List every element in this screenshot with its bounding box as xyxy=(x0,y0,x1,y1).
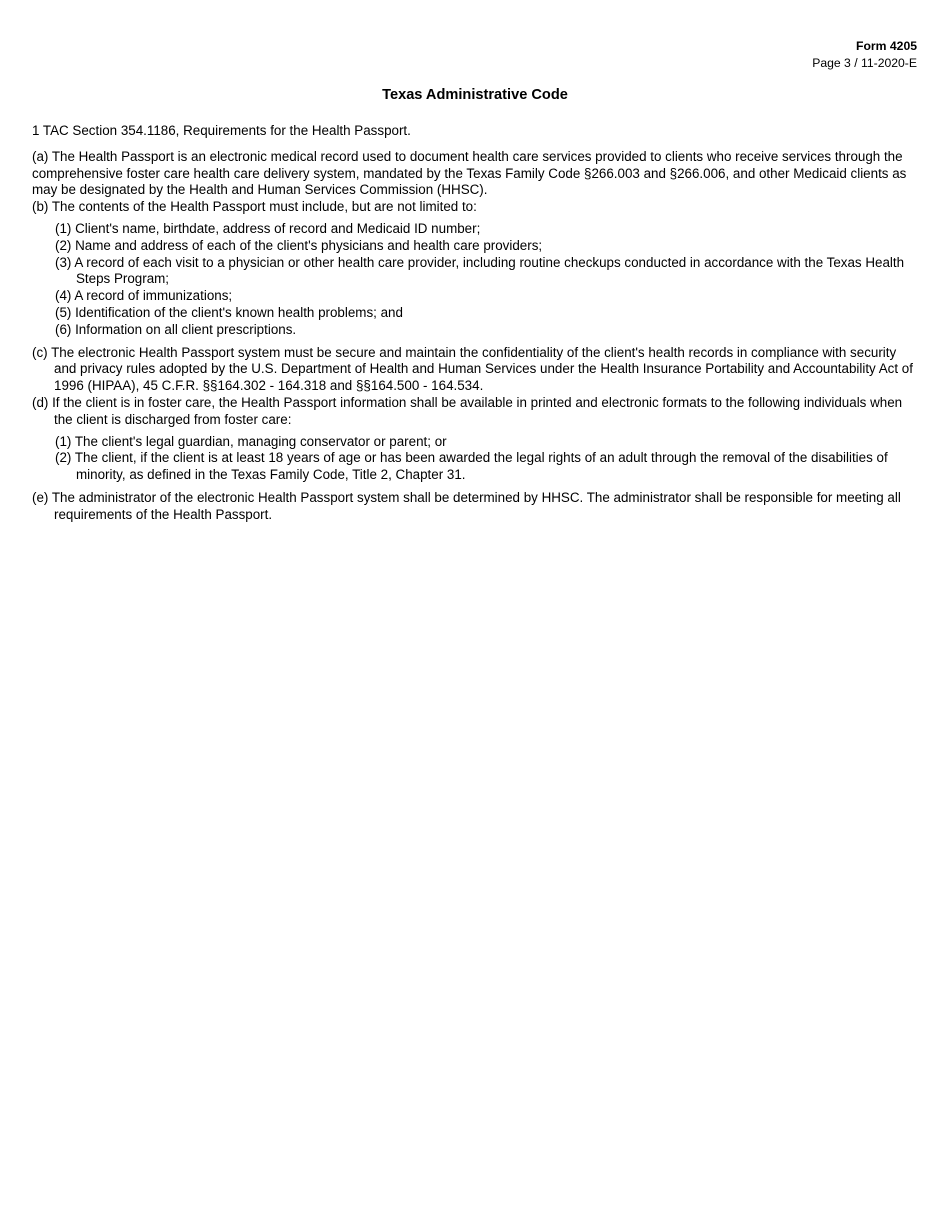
list-item: (2) Name and address of each of the client's physicians and health care providers; xyxy=(55,237,543,253)
list-item: (6) Information on all client prescriptions. xyxy=(55,321,297,337)
form-header xyxy=(812,38,917,71)
paragraph-b: (b) The contents of the Health Passport must include, but are not limited to: xyxy=(32,199,477,215)
paragraph-d: (d) If the client is in foster care, the Health Passport information shall be available in printed and electronic formats to the following individuals when the client is discharged from foster care: xyxy=(32,394,903,427)
paragraph-b-list xyxy=(55,221,916,339)
page-info: Page 3 / 11-2020-E xyxy=(812,55,917,70)
paragraph-c: (c) The electronic Health Passport system must be secure and maintain the confidentiality of the client's health records in compliance with security and privacy rules adopted by the U.S. Department of Health and Human Services under the Health Insurance Portability and Accountability Act of 1996 (HIPAA), 45 C.F.R. §§164.302 - 164.318 and §§164.500 - 164.534. xyxy=(32,344,913,394)
list-item: (2) The client, if the client is at least 18 years of age or has been awarded the legal rights of an adult through the removal of the disabilities of minority, as defined in the Texas Family Code, Title 2, Chapter 31. xyxy=(55,450,888,483)
list-item: (4) A record of immunizations; xyxy=(55,288,233,304)
paragraph-e: (e) The administrator of the electronic Health Passport system shall be determined by HHSC. The administrator shall be responsible for meeting all requirements of the Health Passport. xyxy=(32,489,901,522)
list-item: (5) Identification of the client's known health problems; and xyxy=(55,304,403,320)
document-body xyxy=(32,123,916,524)
list-item: (3) A record of each visit to a physician or other health care provider, including routine checkups conducted in accordance with the Texas Health Steps Program; xyxy=(55,254,905,287)
list-item: (1) The client's legal guardian, managing conservator or parent; or xyxy=(55,433,447,449)
section-title: 1 TAC Section 354.1186, Requirements for the Health Passport. xyxy=(32,123,411,138)
paragraph-a: (a) The Health Passport is an electronic medical record used to document health care services provided to clients who receive services through the comprehensive foster care health care delivery system, mandated by the Texas Family Code §266.003 and §266.006, and other Medicaid clients as may be designated by the Health and Human Services Commission (HHSC). xyxy=(32,148,907,198)
list-item: (1) Client's name, birthdate, address of record and Medicaid ID number; xyxy=(55,220,481,236)
form-number: Form 4205 xyxy=(856,39,917,53)
paragraph-d-list xyxy=(55,434,916,484)
document-title: Texas Administrative Code xyxy=(382,87,568,103)
